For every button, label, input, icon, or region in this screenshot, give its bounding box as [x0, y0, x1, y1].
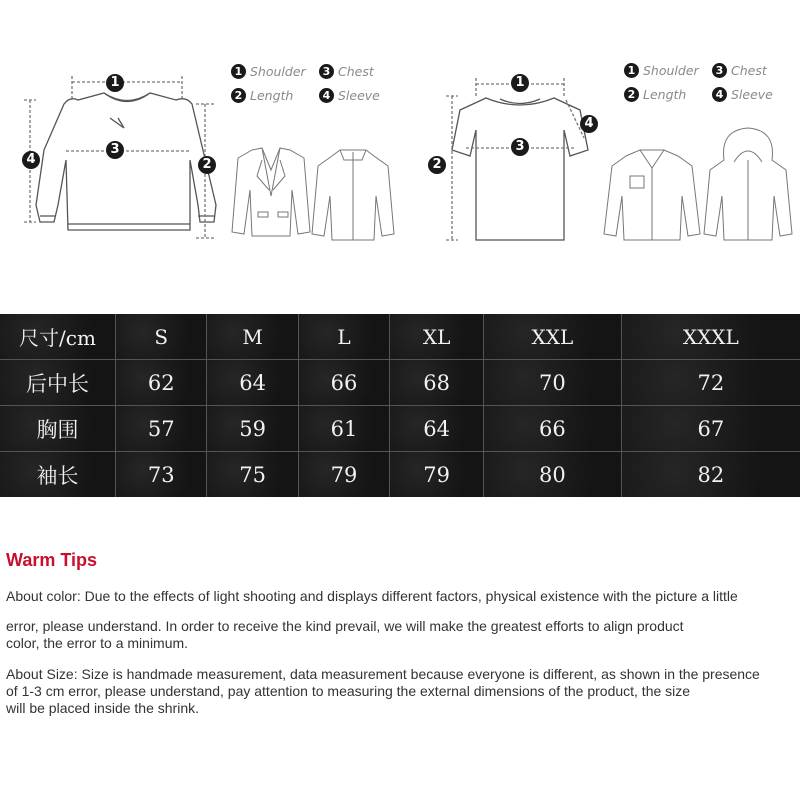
- marker-chest-sweater: 3: [106, 141, 124, 159]
- legend-sleeve: 4 Sleeve: [712, 87, 773, 102]
- legend-length: 2 Length: [624, 87, 686, 102]
- table-cell: 68: [390, 360, 484, 406]
- jacket-drawing: [232, 148, 310, 236]
- marker-sleeve-sweater: 4: [22, 151, 40, 169]
- color-note-line: error, please understand. In order to receive the kind prevail, we will make the greatest efforts to align product: [6, 618, 684, 634]
- legend-sleeve: 4 Sleeve: [319, 88, 380, 103]
- marker-shoulder-tshirt: 1: [511, 74, 529, 92]
- table-cell: 80: [484, 452, 622, 497]
- legend-left: [231, 64, 401, 114]
- marker-sleeve-tshirt: 4: [580, 115, 598, 133]
- marker-chest-tshirt: 3: [511, 138, 529, 156]
- table-cell: 73: [116, 452, 207, 497]
- table-cell: 72: [622, 360, 800, 406]
- header-cell: XL: [390, 314, 484, 360]
- size-chart-table: [0, 314, 800, 497]
- table-cell: 75: [207, 452, 298, 497]
- size-note-line: of 1-3 cm error, please understand, pay attention to measuring the external dimensions of the product, the size: [6, 683, 691, 699]
- header-cell: M: [207, 314, 298, 360]
- table-cell: 79: [390, 452, 484, 497]
- table-row: [0, 406, 800, 452]
- table-cell: 61: [299, 406, 390, 452]
- header-cell: S: [116, 314, 207, 360]
- legend-chest: 3 Chest: [712, 63, 767, 78]
- table-cell: 64: [390, 406, 484, 452]
- color-note-line: color, the error to a minimum.: [6, 635, 189, 651]
- legend-shoulder: 1 Shoulder: [231, 64, 306, 79]
- table-cell: 57: [116, 406, 207, 452]
- marker-shoulder-sweater: 1: [106, 74, 124, 92]
- table-cell: 70: [484, 360, 622, 406]
- legend-right: [624, 63, 794, 113]
- hoodie-drawing: [704, 128, 792, 240]
- table-header-row: [0, 314, 800, 360]
- size-note-line: will be placed inside the shrink.: [6, 700, 199, 716]
- sweater-drawing: [36, 93, 216, 230]
- color-note-line: About color: Due to the effects of light shooting and displays different factors, physical existence with the picture a little: [6, 588, 738, 604]
- tshirt-drawing: [452, 98, 588, 240]
- table-cell: 62: [116, 360, 207, 406]
- row-label: 后中长: [0, 360, 116, 406]
- table-row: [0, 452, 800, 497]
- table-cell: 67: [622, 406, 800, 452]
- marker-length-tshirt: 2: [428, 156, 446, 174]
- table-cell: 66: [299, 360, 390, 406]
- shirt-drawing: [604, 150, 700, 240]
- table-row: [0, 360, 800, 406]
- legend-chest: 3 Chest: [319, 64, 374, 79]
- legend-length: 2 Length: [231, 88, 293, 103]
- table-cell: 59: [207, 406, 298, 452]
- table-cell: 64: [207, 360, 298, 406]
- header-cell: XXXL: [622, 314, 800, 360]
- header-cell: 尺寸/cm: [0, 314, 116, 360]
- table-cell: 66: [484, 406, 622, 452]
- header-cell: L: [299, 314, 390, 360]
- measurement-diagram: [0, 40, 800, 255]
- zip-jacket-drawing: [312, 150, 394, 240]
- table-cell: 82: [622, 452, 800, 497]
- warm-tips-title: Warm Tips: [6, 550, 98, 570]
- row-label: 胸围: [0, 406, 116, 452]
- marker-length-sweater: 2: [198, 156, 216, 174]
- size-note-line: About Size: Size is handmade measurement, data measurement because everyone is different, as shown in the presence: [6, 666, 760, 682]
- row-label: 袖长: [0, 452, 116, 497]
- warm-tips: [6, 550, 786, 716]
- legend-shoulder: 1 Shoulder: [624, 63, 699, 78]
- table-cell: 79: [299, 452, 390, 497]
- header-cell: XXL: [484, 314, 622, 360]
